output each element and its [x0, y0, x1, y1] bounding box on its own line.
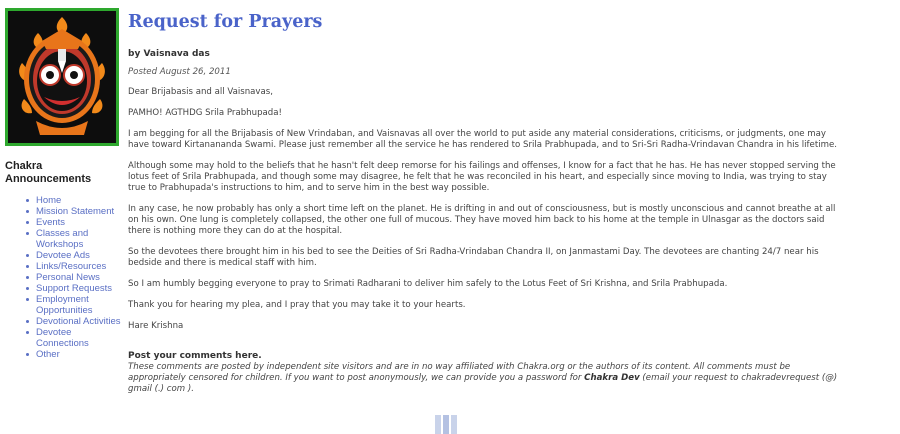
nav-link-home[interactable]: Home — [36, 195, 62, 206]
nav-link-mission-statement[interactable]: Mission Statement — [36, 206, 115, 217]
comments-disclaimer — [128, 362, 838, 395]
chakra-dev-label: Chakra Dev — [584, 373, 640, 383]
nav-link-events[interactable]: Events — [36, 217, 66, 228]
nav-item-home[interactable] — [26, 195, 123, 206]
nav-item-devotional-activities[interactable] — [26, 316, 123, 327]
article-paragraph: Dear Brijabasis and all Vaisnavas, — [128, 87, 273, 97]
nav-item-devotee-connections[interactable] — [26, 327, 123, 349]
announcements-nav — [26, 195, 123, 360]
nav-link-other[interactable]: Other — [36, 349, 60, 360]
nav-item-personal-news[interactable] — [26, 272, 123, 283]
nav-link-devotee-connections[interactable]: Devotee Connections — [36, 327, 89, 349]
nav-link-devotional-activities[interactable]: Devotional Activities — [36, 316, 121, 327]
article-paragraph: So the devotees there brought him in his bed to see the Deities of Sri Radha-Vrindaban Chandra II, on Janmastami Day. The devotees are chanting 24/7 near his bedside and there is medical staff with him. — [128, 247, 819, 268]
article-paragraph: In any case, he now probably has only a short time left on the planet. He is drifting in and out of consciousness, but is mostly unconscious and cannot breathe at all on his own. One lung is completely collapsed, the other one full of mucous. They have moved him back to his home at the temple in Ulnasgar as the doctors said there is nothing more they can do at the hospital. — [128, 204, 836, 236]
nav-link-employment[interactable]: Employment Opportunities — [36, 294, 93, 316]
page-title: Request for Prayers — [128, 12, 323, 32]
nav-item-employment[interactable] — [26, 294, 123, 316]
comments-note-text: These comments are posted by independent site visitors and are in no way affiliated with Chakra.org or the authors of its content. All comments must be appropriately censored for children. If you want to post anonymously, we can provide you a password for — [128, 362, 791, 383]
nav-link-support-requests[interactable]: Support Requests — [36, 283, 113, 294]
placeholder-bar — [435, 415, 441, 434]
nav-item-mission-statement[interactable] — [26, 206, 123, 217]
article — [128, 12, 838, 395]
article-paragraph: I am begging for all the Brijabasis of New Vrindaban, and Vaisnavas all over the world to put aside any material considerations, criticisms, or judgments, one may have toward Kirtanananda Swami. Please just remember all the service he has rendered to Srila Prabhupada, and to Sri-Sri Radha-Vrindavan Chandra in his lifetime. — [128, 129, 837, 150]
nav-item-support-requests[interactable] — [26, 283, 123, 294]
nav-item-events[interactable] — [26, 217, 123, 228]
nav-item-classes-workshops[interactable] — [26, 228, 123, 250]
article-paragraph: Although some may hold to the beliefs that he hasn't felt deep remorse for his failings and offenses, I know for a fact that he has. He has never stopped serving the lotus feet of Srila Prabhupada, and though some may disagree, he felt that he was reconciled in his heart, and especially since moving to India, was trying to stay true to Prabhupada's instructions to him, and to serve him in the best way possible. — [128, 161, 836, 193]
nav-item-links-resources[interactable] — [26, 261, 123, 272]
article-byline: by Vaisnava das — [128, 49, 210, 59]
nav-link-links-resources[interactable]: Links/Resources — [36, 261, 107, 272]
loading-placeholder-icon — [435, 415, 461, 434]
announcements-title: Chakra Announcements — [5, 160, 92, 185]
nav-link-devotee-ads[interactable]: Devotee Ads — [36, 250, 90, 261]
nav-link-personal-news[interactable]: Personal News — [36, 272, 100, 283]
nav-item-devotee-ads[interactable] — [26, 250, 123, 261]
placeholder-bar — [443, 415, 449, 434]
sidebar — [5, 8, 123, 360]
article-posted-date: Posted August 26, 2011 — [128, 67, 231, 77]
comments-note-email: (email your request to chakradevrequest (@) gmail (.) com ). — [128, 373, 838, 394]
article-paragraph: Hare Krishna — [128, 321, 184, 331]
article-paragraph: Thank you for hearing my plea, and I pray that you may take it to your hearts. — [128, 300, 466, 310]
placeholder-bar — [451, 415, 457, 434]
article-paragraph: PAMHO! AGTHDG Srila Prabhupada! — [128, 108, 282, 118]
jagannath-logo-icon — [8, 11, 116, 143]
comments-heading: Post your comments here. — [128, 351, 262, 361]
nav-link-classes-workshops[interactable]: Classes and Workshops — [36, 228, 89, 250]
site-logo[interactable] — [5, 8, 119, 146]
nav-item-other[interactable] — [26, 349, 123, 360]
article-paragraph: So I am humbly begging everyone to pray to Srimati Radharani to deliver him safely to the Lotus Feet of Sri Krishna, and Srila Prabhupada. — [128, 279, 728, 289]
